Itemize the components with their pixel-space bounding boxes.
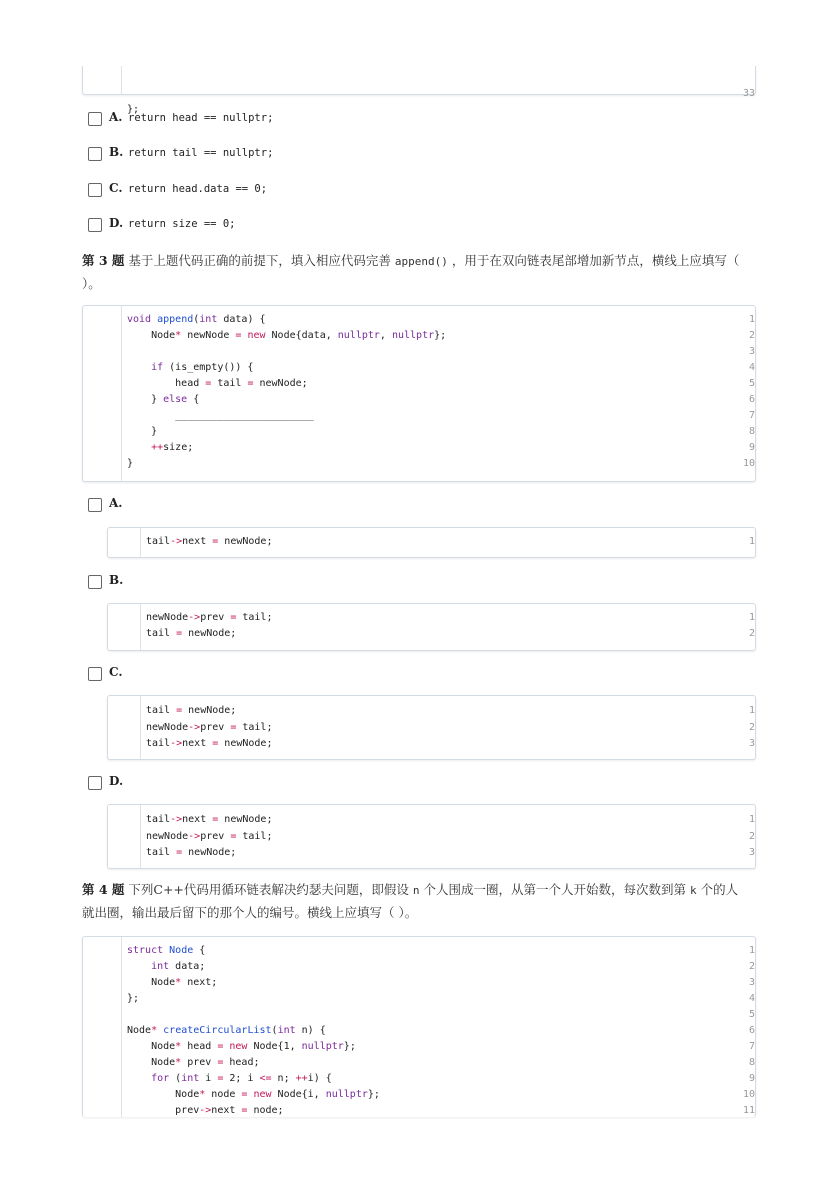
option-b-checkbox[interactable] bbox=[88, 147, 102, 161]
line-number: 3 bbox=[748, 847, 755, 858]
q3-option-b-code bbox=[107, 603, 756, 651]
option-a-checkbox[interactable] bbox=[88, 112, 102, 126]
line-number: 1 bbox=[748, 814, 755, 825]
code-line: Node* prev = head; bbox=[127, 1057, 260, 1068]
option-c-code: return head.data == 0; bbox=[128, 183, 268, 195]
q3-option-c-checkbox[interactable] bbox=[88, 667, 102, 681]
q3-option-a-checkbox[interactable] bbox=[88, 498, 102, 512]
code-line: } bbox=[127, 458, 134, 469]
option-b-code: return tail == nullptr; bbox=[128, 147, 274, 159]
line-number: 5 bbox=[748, 378, 755, 389]
question-number: 第 3 题 bbox=[82, 253, 125, 268]
q3-option-a-code bbox=[107, 527, 756, 558]
code-block-q3 bbox=[82, 305, 756, 482]
inline-code: append() bbox=[394, 255, 448, 268]
option-a-label: A. bbox=[109, 110, 123, 124]
line-number: 1 bbox=[748, 612, 755, 623]
code-line: tail = newNode; bbox=[146, 628, 237, 639]
code-line: newNode->prev = tail; bbox=[146, 722, 273, 733]
line-number: 1 bbox=[748, 945, 755, 956]
line-number: 2 bbox=[748, 961, 755, 972]
inline-var-k: k bbox=[690, 884, 697, 897]
q3-option-c-code bbox=[107, 695, 756, 760]
code-line: head = tail = newNode; bbox=[127, 378, 308, 389]
line-number: 8 bbox=[748, 426, 755, 437]
line-number: 5 bbox=[748, 1009, 755, 1020]
question-text: ，用于在双向链表尾部增加新节点，横线上应填写（ ）。 bbox=[82, 253, 740, 291]
code-line: int data; bbox=[151, 961, 206, 972]
code-line: } bbox=[127, 426, 158, 437]
line-number: 33 bbox=[742, 88, 755, 99]
line-number: 11 bbox=[742, 1105, 755, 1116]
code-line: newNode->prev = tail; bbox=[146, 831, 273, 842]
line-number: 7 bbox=[748, 1041, 755, 1052]
line-number: 8 bbox=[748, 1057, 755, 1068]
code-line: for (int i = 2; i <= n; ++i) { bbox=[151, 1073, 332, 1084]
option-d-checkbox[interactable] bbox=[88, 218, 102, 232]
q3-option-c-label: C. bbox=[109, 665, 123, 679]
line-number: 1 bbox=[748, 705, 755, 716]
line-number: 2 bbox=[748, 831, 755, 842]
inline-var-n: n bbox=[412, 884, 420, 897]
code-line: tail->next = newNode; bbox=[146, 738, 273, 749]
question-text: 个的人就出圈，输出最后留下的那个人的编号。横线上应填写（ ）。 bbox=[82, 882, 739, 920]
option-b-label: B. bbox=[109, 145, 124, 159]
code-line: tail = newNode; bbox=[146, 705, 237, 716]
code-line: }; bbox=[127, 993, 140, 1004]
code-line: prev->next = node; bbox=[127, 1105, 284, 1116]
line-number: 6 bbox=[748, 394, 755, 405]
option-c-label: C. bbox=[109, 181, 123, 195]
code-line: tail = newNode; bbox=[146, 847, 237, 858]
line-number: 7 bbox=[748, 410, 755, 421]
question-number: 第 4 题 bbox=[82, 882, 125, 897]
q3-option-a-label: A. bbox=[109, 496, 123, 510]
q3-option-b-checkbox[interactable] bbox=[88, 575, 102, 589]
code-line: Node* next; bbox=[127, 977, 218, 988]
line-number: 10 bbox=[742, 458, 755, 469]
option-d-label: D. bbox=[109, 216, 124, 230]
code-line: tail->next = newNode; bbox=[146, 814, 273, 825]
question-3-text bbox=[82, 250, 747, 295]
line-number: 3 bbox=[748, 346, 755, 357]
line-number: 9 bbox=[748, 442, 755, 453]
code-line: } else { bbox=[127, 394, 200, 405]
q3-option-b-label: B. bbox=[109, 573, 124, 587]
line-number: 2 bbox=[748, 330, 755, 341]
code-line: Node* head = new Node{1, nullptr}; bbox=[127, 1041, 356, 1052]
option-d-code: return size == 0; bbox=[128, 218, 236, 230]
code-block-q2-tail bbox=[82, 66, 756, 115]
line-number: 3 bbox=[748, 738, 755, 749]
code-line: ++size; bbox=[151, 442, 194, 453]
fill-in-blank-line: _______________________ bbox=[127, 410, 314, 421]
line-number: 9 bbox=[748, 1073, 755, 1084]
code-line: void append(int data) { bbox=[127, 314, 266, 325]
q3-option-d-code bbox=[107, 804, 756, 869]
line-number: 4 bbox=[748, 362, 755, 373]
line-number: 6 bbox=[748, 1025, 755, 1036]
option-a-code: return head == nullptr; bbox=[128, 112, 274, 124]
code-line: if (is_empty()) { bbox=[151, 362, 254, 373]
q3-option-d-label: D. bbox=[109, 774, 124, 788]
line-number: 2 bbox=[748, 722, 755, 733]
q3-option-d-checkbox[interactable] bbox=[88, 776, 102, 790]
line-number: 4 bbox=[748, 993, 755, 1004]
line-number: 10 bbox=[742, 1089, 755, 1100]
code-line: newNode->prev = tail; bbox=[146, 612, 273, 623]
question-text: 下列C++代码用循环链表解决约瑟夫问题，即假设 bbox=[128, 882, 409, 897]
code-block-q4 bbox=[82, 936, 756, 1117]
line-number: 1 bbox=[748, 314, 755, 325]
code-line: }; bbox=[127, 104, 140, 115]
question-4-text bbox=[82, 879, 747, 924]
code-line: Node* node = new Node{i, nullptr}; bbox=[127, 1089, 380, 1100]
line-number: 1 bbox=[748, 536, 755, 547]
code-line: Node* createCircularList(int n) { bbox=[127, 1025, 326, 1036]
option-c-checkbox[interactable] bbox=[88, 183, 102, 197]
code-line: Node* newNode = new Node{data, nullptr, nullptr}; bbox=[127, 330, 447, 341]
line-number: 2 bbox=[748, 628, 755, 639]
question-text: 个人围成一圈，从第一个人开始数，每次数到第 bbox=[423, 882, 687, 897]
code-line: tail->next = newNode; bbox=[146, 536, 273, 547]
code-line: struct Node { bbox=[127, 945, 206, 956]
line-number: 3 bbox=[748, 977, 755, 988]
question-text: 基于上题代码正确的前提下，填入相应代码完善 bbox=[128, 253, 391, 268]
